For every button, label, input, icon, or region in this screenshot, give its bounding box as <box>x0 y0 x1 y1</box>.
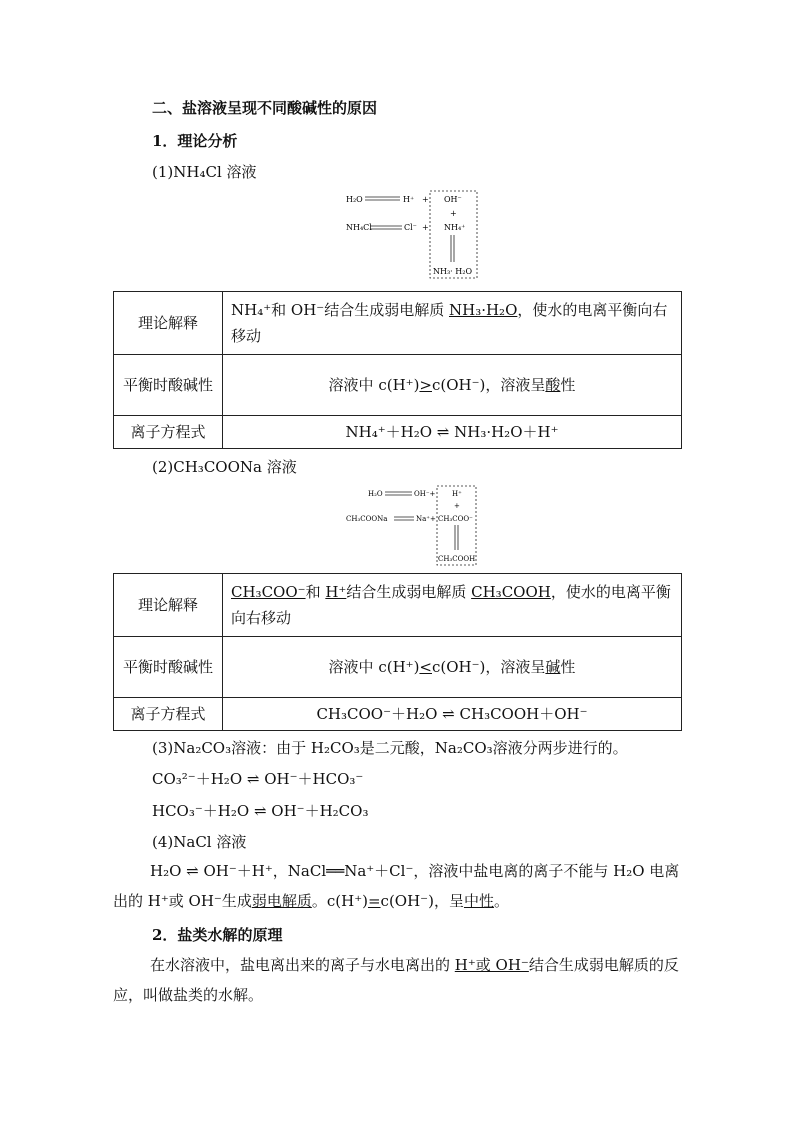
na2co3-heading: (3)Na₂CO₃溶液：由于 H₂CO₃是二元酸，Na₂CO₃溶液分两步进行的。 <box>152 739 628 757</box>
balance-label: 平衡时酸碱性 <box>114 355 223 416</box>
equation-text: NH₄⁺＋H₂O ⇌ NH₃·H₂O＋H⁺ <box>223 416 682 449</box>
diagram-ch3coo-ion: CH₃COO⁻ <box>438 515 473 523</box>
equation-text: CH₃COO⁻＋H₂O ⇌ CH₃COOH＋OH⁻ <box>223 698 682 731</box>
table-row <box>114 416 682 449</box>
diagram-h-ion: H⁺ <box>403 195 415 204</box>
na2co3-equation-2: HCO₃⁻＋H₂O ⇌ OH⁻＋H₂CO₃ <box>152 802 369 820</box>
nh4cl-table <box>113 291 682 449</box>
equation-label: 离子方程式 <box>114 416 223 449</box>
diagram-oh-ion: OH⁻ <box>444 195 462 204</box>
nacl-paragraph: H₂O ⇌ OH⁻＋H⁺，NaCl══Na⁺＋Cl⁻，溶液中盐电离的离子不能与 H₂O 电离出的 H⁺或 OH⁻生成弱电解质。c(H⁺)=c(OH⁻)，呈中性。 <box>113 862 680 910</box>
theory-text: NH₄⁺和 OH⁻结合生成弱电解质 NH₃·H₂O，使水的电离平衡向右移动 <box>223 292 682 355</box>
diagram-h2o: H₂O <box>346 195 363 204</box>
svg-text:+: + <box>450 209 457 218</box>
balance-text: 溶液中 c(H⁺)<c(OH⁻)，溶液呈碱性 <box>223 637 682 698</box>
diagram-oh-ion: OH⁻+ <box>414 490 436 498</box>
table-row <box>114 574 682 637</box>
nh4cl-ionization-diagram <box>340 188 490 280</box>
ch3coona-table <box>113 573 682 731</box>
table-row <box>114 292 682 355</box>
theory-text: CH₃COO⁻和 H⁺结合生成弱电解质 CH₃COOH，使水的电离平衡向右移动 <box>223 574 682 637</box>
diagram-ch3coona: CH₃COONa <box>346 515 388 523</box>
svg-text:+: + <box>422 195 429 204</box>
balance-text: 溶液中 c(H⁺)>c(OH⁻)，溶液呈酸性 <box>223 355 682 416</box>
principle-paragraph: 在水溶液中，盐电离出来的离子与水电离出的 H⁺或 OH⁻结合生成弱电解质的反应，叫做盐类的水解。 <box>113 956 679 1004</box>
nacl-heading: (4)NaCl 溶液 <box>152 833 247 851</box>
svg-text:+: + <box>454 502 460 510</box>
diagram-nh4cl: NH₄Cl <box>346 223 372 232</box>
diagram-dashed-box <box>430 191 477 278</box>
theory-label: 理论解释 <box>114 574 223 637</box>
table-row <box>114 637 682 698</box>
table-row <box>114 698 682 731</box>
diagram-h-ion: H⁺ <box>452 490 462 498</box>
svg-text:+: + <box>422 223 429 232</box>
theory-label: 理论解释 <box>114 292 223 355</box>
table-row <box>114 355 682 416</box>
section-title: 二、盐溶液呈现不同酸碱性的原因 <box>152 99 378 117</box>
diagram-ch3cooh: CH₃COOH <box>438 555 476 563</box>
subsection-principle: 2．盐类水解的原理 <box>152 926 283 944</box>
diagram-na-ion: Na⁺+ <box>416 515 436 523</box>
ch3coona-heading: (2)CH₃COONa 溶液 <box>152 458 297 476</box>
balance-label: 平衡时酸碱性 <box>114 637 223 698</box>
diagram-cl-ion: Cl⁻ <box>404 223 417 232</box>
nh4cl-heading: (1)NH₄Cl 溶液 <box>152 163 257 181</box>
diagram-nh3h2o: NH₃· H₂O <box>433 267 473 276</box>
equation-label: 离子方程式 <box>114 698 223 731</box>
na2co3-equation-1: CO₃²⁻＋H₂O ⇌ OH⁻＋HCO₃⁻ <box>152 770 364 788</box>
diagram-nh4-ion: NH₄⁺ <box>444 223 466 232</box>
ch3coona-ionization-diagram <box>344 484 484 566</box>
subsection-theory: 1．理论分析 <box>152 132 238 150</box>
diagram-h2o: H₂O <box>368 490 383 498</box>
